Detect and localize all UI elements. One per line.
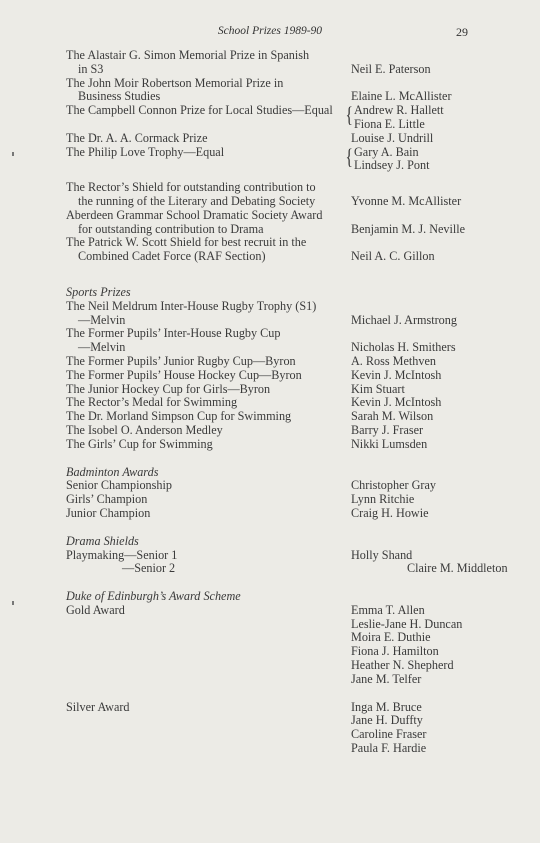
prize-entry — [66, 438, 486, 452]
prize-winner: Barry J. Fraser — [351, 422, 424, 437]
prize-name: The Dr. A. A. Cormack Prize — [66, 130, 208, 145]
prize-winner: Neil A. C. Gillon — [351, 249, 435, 264]
prize-name: The Rector’s Medal for Swimming — [66, 395, 238, 410]
prize-entry — [66, 549, 486, 563]
prize-winner: Christopher Gray — [351, 478, 436, 493]
prize-winner: Kim Stuart — [351, 381, 405, 396]
prize-name: Junior Champion — [66, 505, 151, 520]
prize-winner: Nicholas H. Smithers — [351, 340, 456, 355]
prize-winner: Sarah M. Wilson — [351, 409, 434, 424]
prize-name: Aberdeen Grammar School Dramatic Society Award — [66, 207, 323, 222]
prize-entry — [66, 396, 486, 410]
running-head: School Prizes 1989-90 — [217, 25, 323, 37]
prize-name-cont: Business Studies — [78, 89, 161, 104]
prize-name-cont: for outstanding contribution to Drama — [78, 221, 264, 236]
prize-entry — [66, 493, 486, 507]
page-number: 29 — [456, 25, 468, 39]
award-recipient: Paula F. Hardie — [351, 741, 427, 756]
prize-name: The Alastair G. Simon Memorial Prize in Spanish — [66, 48, 310, 62]
award-recipient: Emma T. Allen — [351, 602, 425, 617]
prize-winner: Nikki Lumsden — [351, 436, 428, 451]
prize-entry — [66, 327, 486, 355]
prize-entry — [66, 479, 486, 493]
prize-winner: Lindsey J. Pont — [354, 158, 430, 173]
section-title-badminton: Badminton Awards — [66, 464, 159, 479]
section-title-duke: Duke of Edinburgh’s Award Scheme — [66, 589, 241, 604]
award-label: Silver Award — [66, 699, 130, 714]
prize-entry — [66, 300, 486, 328]
prize-winner: Claire M. Middleton — [407, 561, 508, 576]
prize-entry — [66, 355, 486, 369]
prize-winner: Kevin J. McIntosh — [351, 395, 442, 410]
prize-name: The Rector’s Shield for outstanding contribution to — [66, 180, 316, 195]
award-recipient: Jane M. Telfer — [351, 671, 422, 686]
prize-winner: A. Ross Methven — [351, 353, 436, 368]
prize-name: Girls’ Champion — [66, 492, 148, 507]
prize-entry — [66, 424, 486, 438]
award-recipient: Moira E. Duthie — [351, 630, 431, 645]
prize-name-cont: —Melvin — [78, 340, 126, 355]
section-title-drama: Drama Shields — [66, 533, 139, 548]
prize-entry — [66, 383, 486, 397]
prize-entry-joint — [66, 104, 486, 132]
prize-name: Senior Championship — [66, 478, 172, 493]
prize-name: —Senior 2 — [122, 561, 176, 576]
prize-winner: Craig H. Howie — [351, 505, 429, 520]
prize-name-cont: Combined Cadet Force (RAF Section) — [78, 249, 266, 264]
prize-entry — [66, 209, 486, 237]
section-title-sports: Sports Prizes — [66, 284, 131, 299]
prize-winner: Fiona E. Little — [354, 116, 425, 131]
award-recipient: Jane H. Duffty — [351, 713, 423, 728]
prize-name: The Former Pupils’ Junior Rugby Cup—Byron — [66, 353, 296, 368]
award-recipient: Inga M. Bruce — [351, 699, 422, 714]
prize-winner: Kevin J. McIntosh — [351, 367, 442, 382]
scan-mark — [12, 601, 14, 605]
prize-entry — [66, 561, 508, 576]
prize-name: The John Moir Robertson Memorial Prize in — [66, 75, 284, 90]
brace-mark: { — [345, 143, 353, 169]
award-group-silver — [66, 701, 486, 756]
prize-name-cont: —Melvin — [78, 312, 126, 327]
prize-entry — [66, 410, 486, 424]
prize-winner: Lynn Ritchie — [351, 492, 415, 507]
award-label: Gold Award — [66, 602, 125, 617]
prize-winner: Yvonne M. McAllister — [351, 193, 462, 208]
prize-entry — [66, 132, 486, 146]
prize-entry — [66, 49, 486, 77]
prize-winner: Michael J. Armstrong — [351, 312, 457, 327]
prize-entry-joint — [66, 143, 486, 174]
award-group-gold — [66, 604, 486, 687]
brace-mark: { — [345, 102, 353, 128]
prize-name: The Junior Hockey Cup for Girls—Byron — [66, 381, 271, 396]
prize-winner: Gary A. Bain — [354, 144, 419, 159]
prize-name-cont: the running of the Literary and Debating Society — [78, 193, 316, 208]
prize-entry — [66, 369, 486, 383]
prize-entry — [66, 77, 486, 105]
prize-entry — [66, 236, 486, 264]
prize-winner: Andrew R. Hallett — [354, 103, 444, 118]
prize-name: The Neil Meldrum Inter-House Rugby Trophy (S1) — [66, 298, 317, 313]
prize-winner: Holly Shand — [351, 547, 413, 562]
prize-name: Playmaking—Senior 1 — [66, 547, 178, 562]
prize-winner: Louise J. Undrill — [351, 130, 434, 145]
prize-name: The Campbell Connon Prize for Local Studies—Equal — [66, 103, 333, 118]
prize-name: The Patrick W. Scott Shield for best recruit in the — [66, 235, 307, 250]
prize-entry — [66, 181, 486, 209]
prize-name: The Philip Love Trophy—Equal — [66, 144, 225, 159]
prize-name-cont: in S3 — [78, 61, 104, 76]
prize-name: The Former Pupils’ Inter-House Rugby Cup — [66, 326, 281, 341]
scan-mark — [12, 152, 14, 156]
prize-name: The Former Pupils’ House Hockey Cup—Byron — [66, 367, 302, 382]
prize-name: The Dr. Morland Simpson Cup for Swimming — [66, 409, 292, 424]
prize-winner: Neil E. Paterson — [351, 61, 431, 76]
prize-name: The Girls’ Cup for Swimming — [66, 436, 213, 451]
award-recipient: Heather N. Shepherd — [351, 658, 454, 673]
prize-winner: Benjamin M. J. Neville — [351, 221, 466, 236]
prize-name: The Isobel O. Anderson Medley — [66, 422, 223, 437]
prize-list — [66, 48, 508, 756]
prize-winner: Elaine L. McAllister — [351, 89, 452, 104]
award-recipient: Caroline Fraser — [351, 727, 427, 742]
prize-entry — [66, 507, 486, 521]
award-recipient: Fiona J. Hamilton — [351, 644, 439, 659]
award-recipient: Leslie-Jane H. Duncan — [351, 616, 463, 631]
